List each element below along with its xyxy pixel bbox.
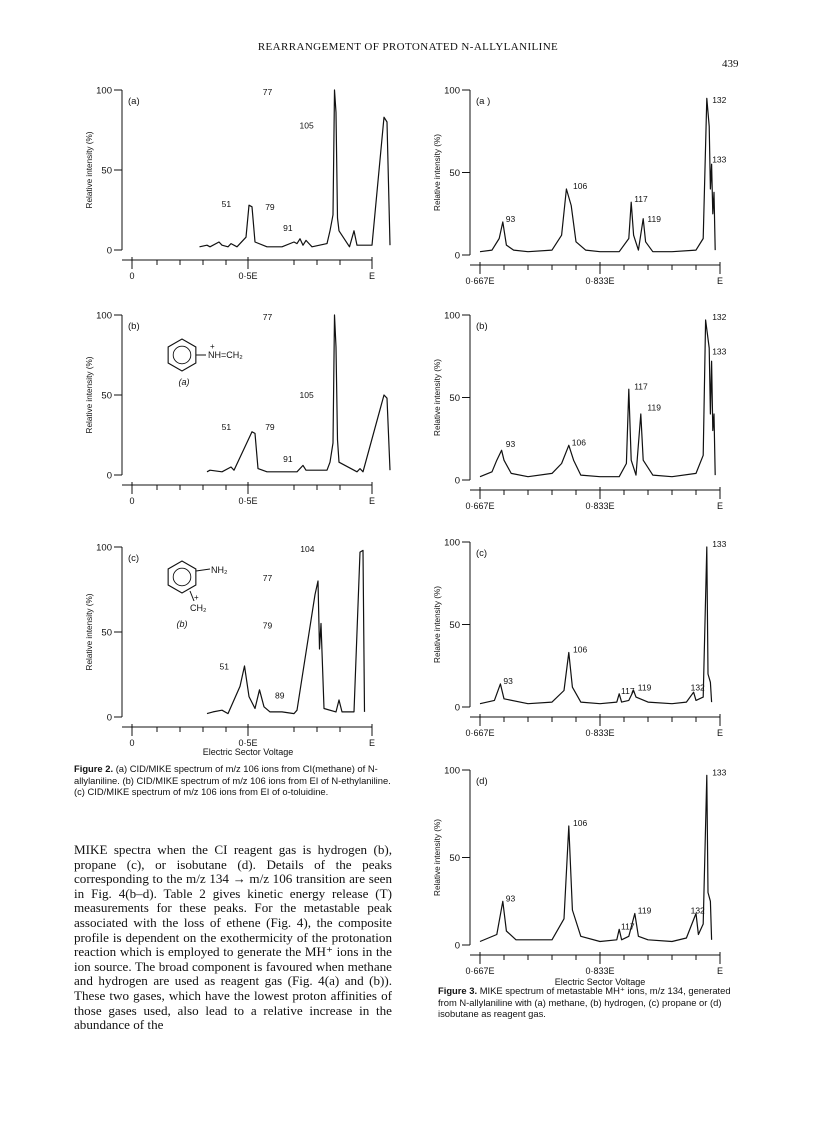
y-tick-label: 0: [454, 940, 460, 952]
figure-3d-spectrum: [430, 760, 740, 985]
peak-label: 51: [221, 198, 232, 209]
benzene-ring-b: [168, 561, 196, 593]
x-tick-label: E: [716, 966, 724, 976]
y-tick-label: 100: [444, 537, 460, 549]
figure-2-caption-text: (a) CID/MIKE spectrum of m/z 106 ions from CI(methane) of N-allylaniline. (b) CID/MIKE spectrum of m/z 106 ions from EI of N-ethylaniline. (c) CID/MIKE spectrum of m/z 106 ions from EI of o-toluidine.: [74, 763, 391, 798]
peak-label: 132: [690, 682, 705, 693]
peak-label: 93: [505, 214, 516, 224]
x-tick-label: E: [368, 738, 376, 748]
figure-2-caption: [74, 763, 392, 798]
y-tick-label: 50: [449, 620, 460, 631]
structure-substituent: CH₂: [190, 603, 207, 613]
x-tick-label: E: [368, 496, 376, 506]
peak-label: 133: [712, 154, 727, 165]
peak-label: 106: [571, 437, 586, 448]
structure-label: (a): [178, 377, 190, 387]
charge-sign: +: [194, 593, 199, 602]
spectrum-trace: [207, 550, 365, 713]
peak-label: 79: [265, 422, 275, 433]
x-tick-label: 0: [129, 738, 135, 748]
peak-label: 91: [283, 222, 293, 233]
figure-3a-spectrum: [430, 80, 740, 295]
peak-label: 77: [262, 311, 273, 322]
y-tick-label: 50: [449, 853, 460, 864]
peak-label: 117: [634, 194, 648, 205]
spectrum-trace: [480, 547, 712, 704]
x-tick-label: E: [716, 728, 724, 738]
y-axis-label: Relative intensity (%): [433, 586, 442, 663]
x-tick-label: 0·667E: [465, 966, 495, 976]
peak-label: 133: [712, 538, 727, 549]
y-tick-label: 100: [96, 542, 112, 554]
figure-3c-spectrum: [430, 532, 740, 747]
y-tick-label: 0: [454, 702, 460, 714]
spectrum-trace: [480, 98, 715, 251]
panel-label: (a ): [476, 96, 491, 107]
peak-label: 51: [219, 661, 229, 672]
peak-label: 77: [262, 573, 273, 583]
peak-label: 77: [262, 86, 273, 97]
y-tick-label: 50: [101, 627, 112, 639]
benzene-ring-a: [168, 339, 196, 371]
x-tick-label: 0: [129, 271, 135, 281]
peak-label: 79: [265, 202, 275, 212]
peak-label: 132: [712, 311, 727, 322]
x-tick-label: 0·667E: [465, 276, 495, 286]
panel-label: (d): [476, 776, 488, 787]
x-tick-label: 0·833E: [585, 966, 615, 976]
page-number: 439: [722, 58, 739, 70]
peak-label: 119: [647, 214, 661, 224]
y-axis-label: Relative intensity (%): [85, 356, 94, 434]
panel-label: (c): [128, 553, 140, 564]
x-tick-label: E: [716, 501, 724, 511]
structure-formula: NH₂: [211, 565, 228, 575]
peak-label: 105: [299, 390, 314, 401]
peak-label: 51: [221, 422, 232, 433]
y-tick-label: 100: [96, 85, 112, 97]
panel-label: (c): [476, 548, 488, 559]
x-tick-label: 0·667E: [465, 728, 495, 738]
panel-label: (b): [128, 321, 140, 332]
x-tick-label: E: [716, 276, 724, 286]
body-paragraph: MIKE spectra when the CI reagent gas is hydrogen (b), propane (c), or isobutane (d). Details of the peaks corresponding to the m/z 134 → m/z 106 transition are seen in Fig. 4(b–d). Table 2 gives kinetic energy release (T) measurements for these peaks. For the metastable peak associated with the loss of ethene (Fig. 4), the composite profile is dependent on the exothermicity of the protonation reaction which is employed to generate the MH⁺ ions in the ion source. The broad component is favoured when methane and hydrogen are used as reagent gas (Fig. 4(a) and (b)). These two gases, which have the lowest proton affinities of those gases used, also lead to a relative increase in the abundance of the: [74, 842, 392, 1033]
peak-label: 104: [300, 544, 315, 555]
peak-label: 93: [505, 439, 516, 449]
figure-2a-spectrum: [82, 80, 382, 290]
x-tick-label: 0·5E: [238, 271, 258, 281]
x-tick-label: 0: [129, 496, 135, 506]
peak-label: 106: [573, 181, 588, 191]
running-head: REARRANGEMENT OF PROTONATED N-ALLYLANILINE: [257, 41, 559, 53]
spectrum-trace: [480, 775, 712, 941]
y-axis-label: Relative intensity (%): [433, 819, 442, 896]
peak-label: 117: [634, 381, 648, 392]
y-tick-label: 0: [454, 250, 460, 262]
x-tick-label: 0·833E: [585, 276, 615, 286]
y-axis-label: Relative intensity (%): [85, 131, 94, 209]
panel-label: (a): [128, 96, 140, 107]
figure-3-caption: [438, 985, 742, 1020]
x-tick-label: 0·667E: [465, 501, 495, 511]
figure-2b-spectrum: [82, 305, 382, 515]
peak-label: 133: [712, 767, 727, 778]
bond: [196, 569, 210, 571]
spectrum-trace: [480, 320, 715, 477]
y-tick-label: 100: [444, 765, 460, 777]
peak-label: 133: [712, 346, 727, 357]
peak-label: 132: [712, 95, 727, 106]
charge-sign: +: [210, 342, 215, 351]
figure-3b-spectrum: [430, 305, 740, 520]
peak-label: 79: [262, 620, 273, 631]
figure-3-caption-text: MIKE spectrum of metastable MH⁺ ions, m/z 134, generated from N-allylaniline with (a) methane, (b) hydrogen, (c) propane or (d) isobutane as reagent gas.: [438, 985, 731, 1020]
figure-2c-spectrum: [82, 537, 382, 757]
benzene-ring-a-ring: [173, 346, 191, 364]
structure-formula: NH=CH₂: [208, 350, 243, 360]
peak-label: 117: [621, 921, 635, 932]
peak-label: 106: [573, 644, 588, 655]
peak-label: 117: [621, 685, 635, 696]
y-tick-label: 0: [454, 475, 460, 487]
figure-2-caption-label: Figure 2.: [74, 763, 114, 774]
peak-label: 119: [637, 905, 652, 916]
benzene-ring-b-ring: [173, 568, 191, 586]
x-tick-label: 0·833E: [585, 501, 615, 511]
peak-label: 93: [503, 675, 513, 686]
panel-label: (b): [476, 321, 488, 332]
peak-label: 89: [275, 690, 285, 701]
peak-label: 105: [299, 120, 314, 131]
y-tick-label: 50: [101, 390, 112, 402]
peak-label: 132: [690, 905, 705, 916]
peak-label: 119: [637, 682, 652, 693]
peak-label: 119: [647, 402, 661, 413]
y-tick-label: 0: [106, 470, 112, 482]
x-tick-label: E: [368, 271, 376, 281]
y-axis-label: Relative intensity (%): [85, 593, 94, 671]
x-axis-label: Electric Sector Voltage: [202, 747, 294, 757]
y-tick-label: 50: [449, 393, 460, 404]
x-tick-label: 0·833E: [585, 728, 615, 738]
y-tick-label: 100: [96, 310, 112, 322]
y-axis-label: Relative intensity (%): [433, 134, 442, 211]
x-tick-label: 0·5E: [238, 496, 258, 506]
peak-label: 106: [573, 818, 588, 828]
y-tick-label: 100: [444, 310, 460, 322]
spectrum-trace: [200, 90, 391, 247]
y-tick-label: 100: [444, 85, 460, 97]
peak-label: 93: [505, 893, 516, 904]
y-tick-label: 0: [106, 712, 112, 724]
peak-label: 91: [283, 454, 293, 465]
x-tick-label: 0·5E: [238, 738, 258, 748]
y-axis-label: Relative intensity (%): [433, 359, 442, 436]
y-tick-label: 50: [101, 165, 112, 177]
y-tick-label: 50: [449, 168, 460, 179]
figure-3-caption-label: Figure 3.: [438, 985, 478, 996]
y-tick-label: 0: [106, 245, 112, 257]
x-axis-label: Electric Sector Voltage: [554, 977, 646, 987]
structure-label: (b): [176, 619, 188, 629]
